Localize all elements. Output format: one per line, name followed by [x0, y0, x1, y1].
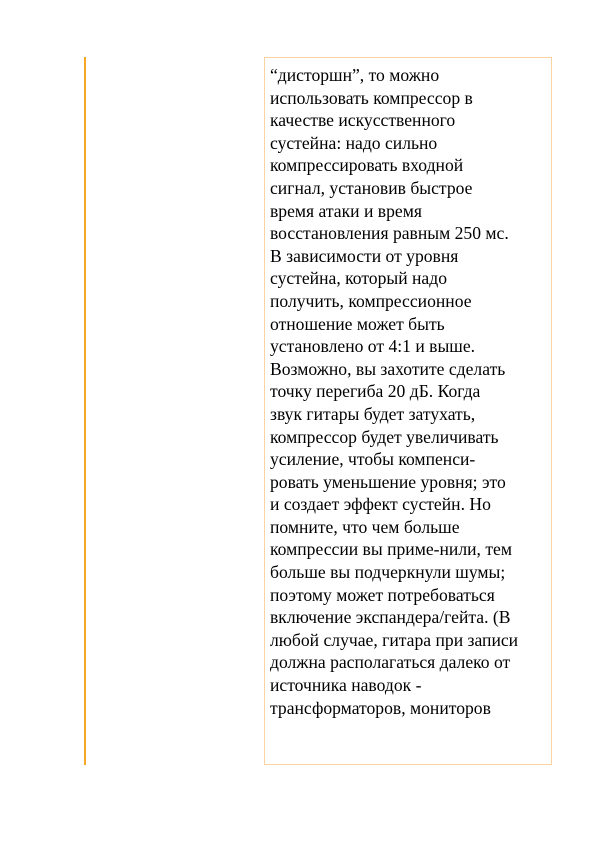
text-line: больше вы подчеркнули шумы; — [270, 562, 506, 583]
text-line: сустейна, который надо — [270, 268, 447, 289]
text-line: качестве искусственного — [270, 110, 456, 131]
text-line: включение экспандера/гейта. (В — [270, 607, 511, 628]
text-line: компрессии вы приме-нили, тем — [270, 539, 512, 560]
text-line: компрессировать входной — [270, 155, 464, 176]
text-line: усиление, чтобы компенси- — [270, 449, 476, 470]
text-line: Возможно, вы захотите сделать — [270, 358, 506, 379]
text-line: установлено от 4:1 и выше. — [270, 336, 476, 357]
text-line: и создает эффект сустейн. Но — [270, 494, 491, 515]
text-line: компрессор будет увеличивать — [270, 426, 499, 447]
text-line: использовать компрессор в — [270, 87, 473, 108]
text-column-box — [264, 57, 552, 765]
text-line: В зависимости от уровня — [270, 245, 459, 266]
text-line: отношение может быть — [270, 313, 445, 334]
text-line: “дисторшн”, то можно — [270, 65, 440, 85]
text-line: сигнал, установив быстрое — [270, 177, 473, 198]
text-line: поэтому может потребоваться — [270, 584, 495, 605]
text-line: должна располагаться далеко от — [270, 652, 511, 673]
text-line: любой случае, гитара при записи — [270, 629, 519, 650]
text-line: получить, компрессионное — [270, 290, 472, 311]
text-line: точку перегиба 20 дБ. Когда — [270, 381, 481, 402]
text-line: ровать уменьшение уровня; это — [270, 471, 506, 492]
text-line: восстановления равным 250 мс. — [270, 223, 509, 244]
left-margin-rule — [84, 57, 86, 765]
text-line: трансформаторов, мониторов — [270, 697, 491, 718]
text-line: источника наводок - — [270, 675, 422, 696]
text-line: помните, что чем больше — [270, 516, 460, 537]
text-line: сустейна: надо сильно — [270, 132, 438, 153]
text-line: время атаки и время — [270, 200, 422, 221]
text-line: звук гитары будет затухать, — [270, 403, 476, 424]
